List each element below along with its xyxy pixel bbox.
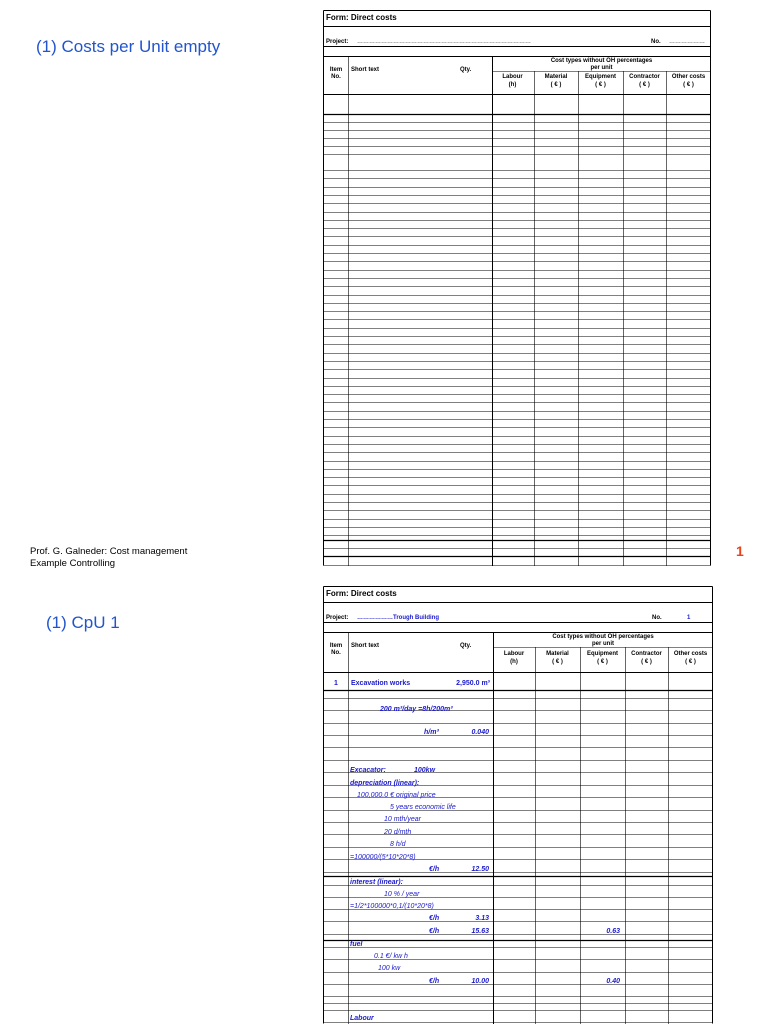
footer-author: Prof. G. Galneder: Cost management (30, 546, 188, 557)
project-value: …………………………………………………………………………… (357, 39, 531, 45)
direct-costs-form-empty (323, 10, 711, 566)
col-other-costs: Other costs (671, 74, 706, 80)
no-label: No. (652, 615, 662, 621)
days-per-month: 20 d/mth (384, 829, 412, 836)
labour-label: Labour (350, 1015, 374, 1022)
fuel-label: fuel (350, 941, 363, 948)
col-material: Material (546, 651, 569, 657)
performance-rate: 200 m³/day =8h/200m³ (380, 706, 453, 713)
eh-value-1: 12.50 (471, 866, 489, 873)
form-title: Form: Direct costs (326, 13, 397, 22)
col-material: Material (544, 74, 568, 80)
hours-per-day: 8 h/d (390, 841, 406, 848)
per-unit-label: per unit (592, 641, 614, 647)
eh-label-2: €/h (429, 915, 440, 922)
form-grid-empty (323, 10, 711, 566)
depreciation-formula: =100000/(5*10*20*8) (350, 854, 416, 861)
interest-rate: 10 % / year (384, 891, 420, 898)
fuel-kw: 100 kw (378, 965, 401, 972)
col-labour-unit: (h) (508, 82, 517, 88)
item-quantity: 2,950.0 m³ (456, 680, 490, 687)
col-short-text: Short text (351, 643, 380, 649)
cost-types-header: Cost types without OH percentages (552, 634, 654, 640)
eh-value-2: 3.13 (475, 915, 489, 922)
economic-life: 5 years economic life (390, 804, 456, 811)
section-heading-costs-per-unit-empty: (1) Costs per Unit empty (36, 37, 221, 56)
section-heading-cpu-1: (1) CpU 1 (46, 613, 120, 632)
col-other-costs: Other costs (673, 651, 708, 657)
col-short-text: Short text (351, 67, 380, 73)
col-material-unit: ( € ) (552, 659, 563, 665)
col-item: Item (329, 67, 343, 73)
excavator-kw: 100kw (414, 767, 436, 774)
col-labour-unit: (h) (510, 659, 518, 665)
col-equipment-unit: ( € ) (595, 82, 606, 88)
item-short-text: Excavation works (351, 680, 411, 687)
direct-costs-form-cpu1 (323, 586, 713, 1024)
col-other-costs-unit: ( € ) (685, 659, 696, 665)
col-equipment: Equipment (587, 651, 618, 657)
col-contractor: Contractor (629, 74, 660, 80)
col-other-costs-unit: ( € ) (683, 82, 694, 88)
col-labour: Labour (502, 74, 523, 80)
depreciation-label: depreciation (linear): (350, 780, 420, 787)
no-value: 1 (687, 615, 691, 621)
col-equipment: Equipment (585, 74, 616, 80)
item-number: 1 (334, 680, 338, 687)
excavator-label: Excacator: (350, 767, 386, 774)
months-per-year: 10 mth/year (384, 816, 421, 823)
col-no: No. (331, 74, 341, 80)
equipment-value-2: 0.40 (606, 978, 620, 985)
per-unit-label: per unit (590, 65, 613, 71)
interest-formula: =1/2*100000*0,1/(10*20*8) (350, 903, 434, 910)
col-contractor-unit: ( € ) (639, 82, 650, 88)
col-contractor: Contractor (631, 651, 662, 657)
col-qty: Qty. (460, 643, 472, 649)
project-value: ………………Trough Building (357, 615, 439, 621)
eh-label-3: €/h (429, 928, 440, 935)
footer-subtitle: Example Controlling (30, 558, 116, 569)
project-label: Project: (326, 615, 349, 621)
eh-label-1: €/h (429, 866, 440, 873)
eh-value-3: 15.63 (471, 928, 489, 935)
col-equipment-unit: ( € ) (597, 659, 608, 665)
form-title: Form: Direct costs (326, 589, 397, 598)
col-item: Item (329, 643, 343, 649)
interest-label: interest (linear): (350, 879, 403, 886)
col-contractor-unit: ( € ) (641, 659, 652, 665)
original-price: 100,000.0 € original price (357, 792, 436, 799)
eh-label-4: €/h (429, 978, 440, 985)
page-number: 1 (736, 543, 744, 559)
page-footer (30, 546, 187, 570)
cost-types-header: Cost types without OH percentages (550, 58, 653, 64)
eh-value-4: 10.00 (471, 978, 489, 985)
col-labour: Labour (503, 651, 525, 657)
col-no: No. (331, 650, 341, 656)
col-material-unit: ( € ) (550, 82, 562, 88)
no-label: No. (651, 39, 661, 45)
fuel-price: 0.1 €/ kw h (374, 953, 408, 960)
hm-label: h/m³ (424, 729, 439, 736)
hm-value: 0.040 (471, 729, 489, 736)
col-qty: Qty. (460, 67, 472, 73)
no-value: ……………… (669, 39, 705, 45)
project-label: Project: (326, 39, 349, 45)
equipment-value-1: 0.63 (606, 928, 620, 935)
